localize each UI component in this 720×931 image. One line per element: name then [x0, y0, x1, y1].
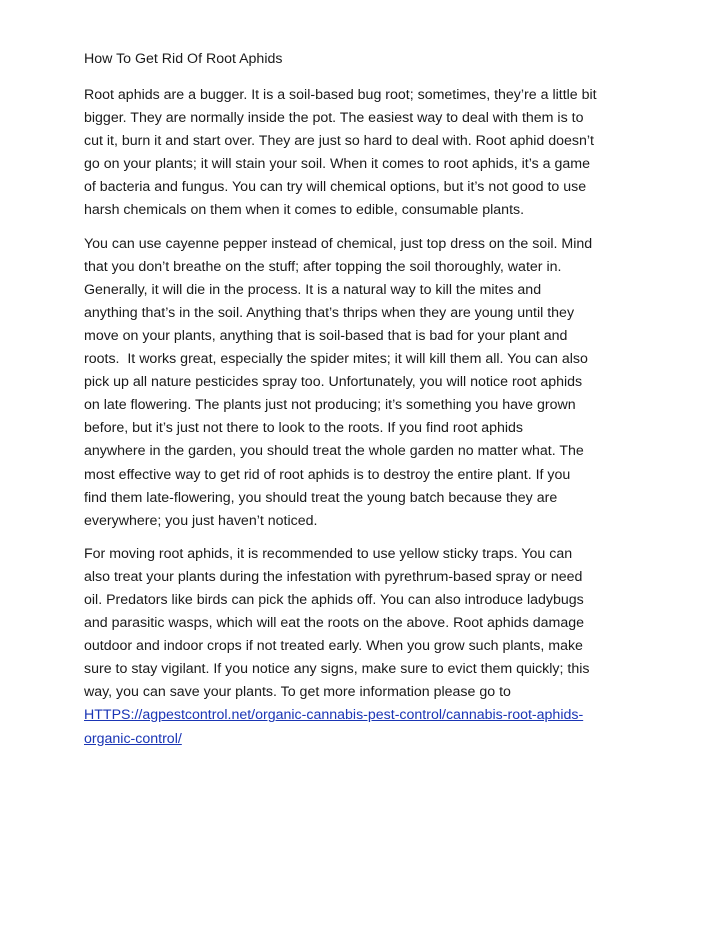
paragraph-3	[84, 543, 644, 751]
text-line: find them late-flowering, you should treat the young batch because they are	[84, 489, 558, 506]
document-page	[84, 48, 644, 761]
text-line: move on your plants, anything that is soil-based that is bad for your plant and	[84, 327, 568, 344]
text-line: You can use cayenne pepper instead of chemical, just top dress on the soil. Mind	[84, 235, 593, 252]
text-line: cut it, burn it and start over. They are just so hard to deal with. Root aphid doesn’t	[84, 133, 594, 150]
text-line: oil. Predators like birds can pick the aphids off. You can also introduce ladybugs	[84, 591, 584, 608]
paragraph-2	[84, 233, 644, 533]
text-line: most effective way to get rid of root aphids is to destroy the entire plant. If you	[84, 466, 571, 483]
text-line: that you don’t breathe on the stuff; after topping the soil thoroughly, water in.	[84, 258, 562, 275]
text-line: anywhere in the garden, you should treat the whole garden no matter what. The	[84, 443, 584, 460]
text-line: anything that’s in the soil. Anything that’s thrips when they are young until they	[84, 304, 575, 321]
text-line: pick up all nature pesticides spray too. Unfortunately, you will notice root aphids	[84, 374, 583, 391]
text-line: Root aphids are a bugger. It is a soil-based bug root; sometimes, they’re a little bit	[84, 87, 597, 103]
text-line: way, you can save your plants. To get more information please go to	[84, 684, 511, 701]
text-line: roots. It works great, especially the spider mites; it will kill them all. You can also	[84, 351, 588, 368]
text-line: harsh chemicals on them when it comes to edible, consumable plants.	[84, 202, 525, 219]
text-line: For moving root aphids, it is recommended to use yellow sticky traps. You can	[84, 545, 573, 562]
reference-link[interactable]: HTTPS://agpestcontrol.net/organic-cannabis-pest-control/cannabis-root-aphids-	[84, 707, 584, 724]
text-line: everywhere; you just haven’t noticed.	[84, 512, 318, 529]
text-line: go on your plants; it will stain your soil. When it comes to root aphids, it’s a game	[84, 156, 590, 173]
text-line: outdoor and indoor crops if not treated early. When you grow such plants, make	[84, 638, 583, 655]
text-line: also treat your plants during the infestation with pyrethrum-based spray or need	[84, 568, 583, 585]
paragraph-1	[84, 84, 644, 223]
text-line: on late flowering. The plants just not producing; it’s something you have grown	[84, 397, 576, 414]
text-line: Generally, it will die in the process. It is a natural way to kill the mites and	[84, 281, 542, 298]
text-line: of bacteria and fungus. You can try will chemical options, but it’s not good to use	[84, 179, 587, 196]
text-line: before, but it’s just not there to look to the roots. If you find root aphids	[84, 420, 524, 437]
document-title: How To Get Rid Of Root Aphids	[84, 51, 283, 67]
text-line: sure to stay vigilant. If you notice any signs, make sure to evict them quickly; this	[84, 661, 590, 678]
text-line: bigger. They are normally inside the pot. The easiest way to deal with them is to	[84, 110, 584, 127]
reference-link[interactable]: organic-control/	[84, 730, 182, 747]
text-line: and parasitic wasps, which will eat the roots on the above. Root aphids damage	[84, 615, 585, 632]
